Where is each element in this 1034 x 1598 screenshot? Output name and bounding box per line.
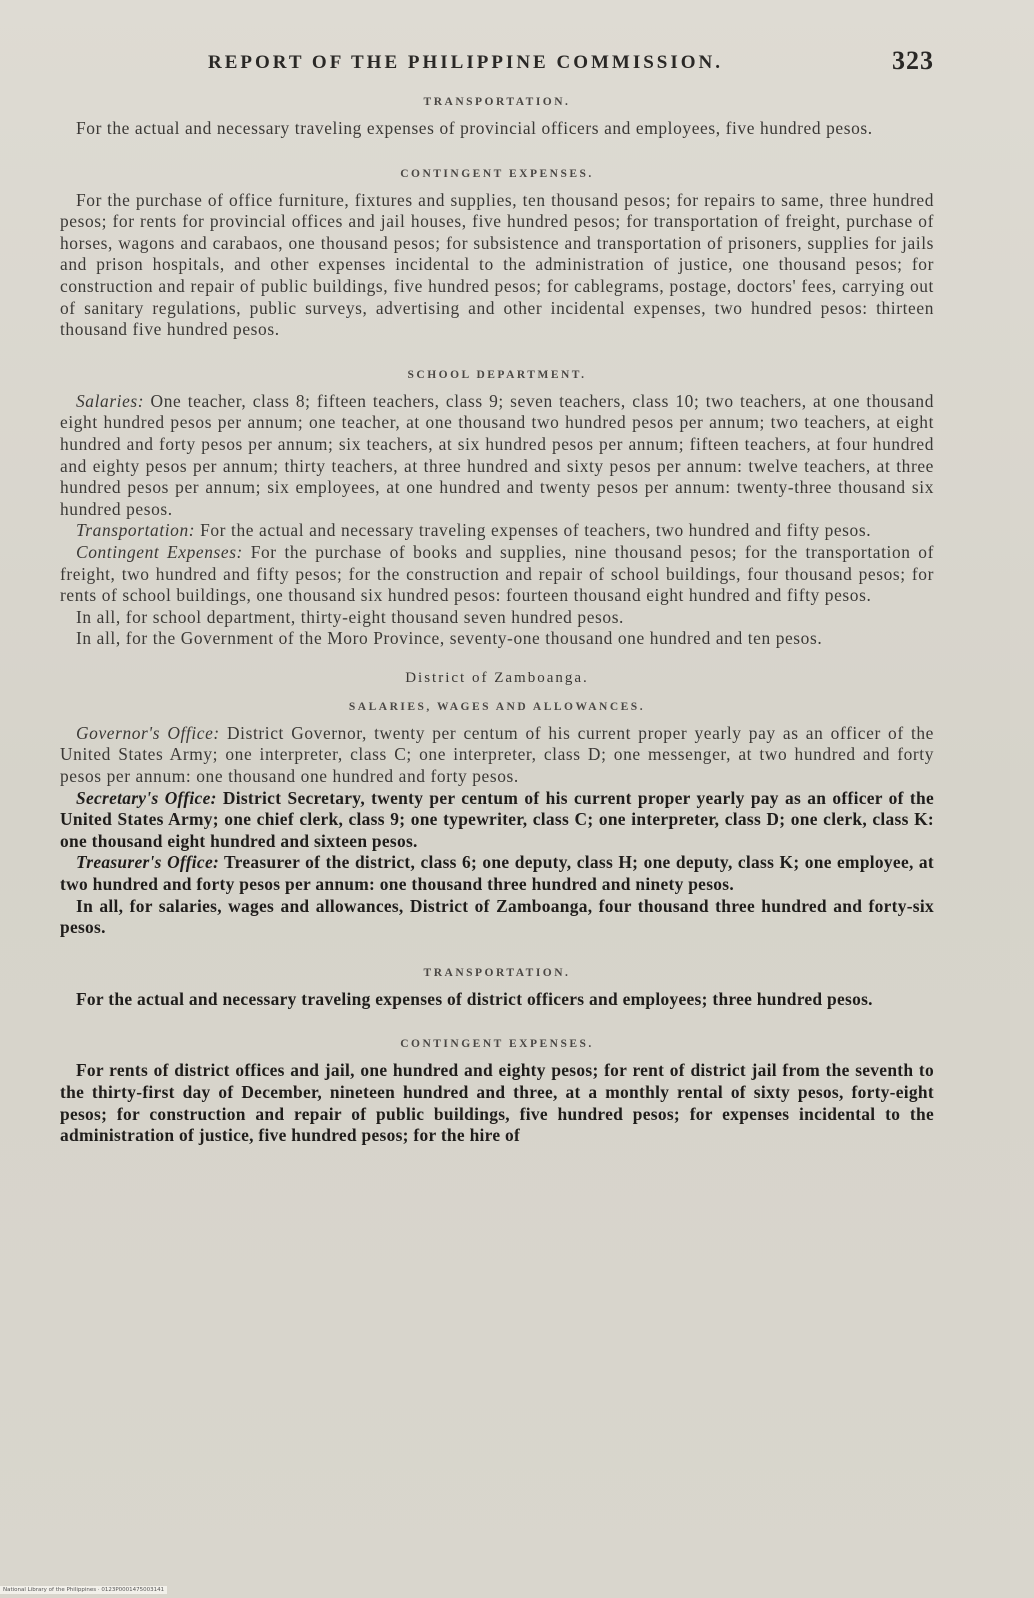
paragraph-district-transportation: For the actual and necessary traveling expenses of district officers and employees; three hundred pesos. [76, 988, 873, 1009]
paragraph-governors-office [60, 723, 934, 788]
text-transportation: For the actual and necessary traveling expenses of teachers, two hundred and fifty pesos. [195, 520, 872, 541]
spacer [60, 939, 934, 957]
page-number: 323 [892, 46, 934, 75]
section-heading-district-contingent: CONTINGENT EXPENSES. [400, 1038, 594, 1051]
paragraph-school-contingent [60, 542, 934, 607]
lead-treasurers-office: Treasurer's Office: [76, 852, 220, 873]
paragraph-transportation: For the actual and necessary traveling expenses of provincial officers and employees, five hundred pesos. [76, 118, 873, 138]
paragraph-district-contingent: For rents of district offices and jail, one hundred and eighty pesos; for rent of district jail from the seventh to the thirty-first day of December, nineteen hundred and three, at a monthly rental of sixty pesos, forty-eight pesos; for construction and repair of public buildings, five hundred pesos; for expenses incidental to the administration of justice, five hundred pesos; for the hire of [60, 1060, 934, 1146]
section-heading-school-department: SCHOOL DEPARTMENT. [407, 368, 587, 381]
text-contingent: For the purchase of books and supplies, nine thousand pesos; for the transportation of freight, two hundred and fifty pesos; for the construction and repair of school buildings, four thousand pesos; for rents of school buildings, one thousand six hundred pesos: fourteen thousand eight hundred and fifty pesos. [60, 541, 934, 606]
lead-transportation: Transportation: [76, 520, 196, 541]
lead-contingent: Contingent Expenses: [76, 541, 243, 562]
text-secretarys-office: District Secretary, twenty per centum of his current proper yearly pay as an officer of the United States Army; one chief clerk, class 9; one typewriter, class C; one interpreter, class D; one clerk, class K: one thousand eight hundred and sixteen pesos. [60, 787, 934, 851]
paragraph-treasurers-office [60, 852, 934, 895]
paragraph-moro-total: In all, for the Government of the Moro Province, seventy-one thousand one hundred and ten pesos. [76, 628, 823, 649]
spacer [60, 140, 934, 158]
section-heading-transportation: TRANSPORTATION. [423, 96, 571, 108]
paragraph-secretarys-office [60, 788, 934, 853]
text-treasurers-office: Treasurer of the district, class 6; one deputy, class H; one deputy, class K; one employee, at two hundred and forty pesos per annum: one thousand three hundred and ninety pesos. [60, 852, 935, 895]
text-governors-office: District Governor, twenty per centum of his current proper yearly pay as an officer of the United States Army; one interpreter, class C; one interpreter, class D; one messenger, at two hundred and forty pesos per annum: one thousand one hundred and forty pesos. [60, 722, 934, 787]
section-heading-district-transportation: TRANSPORTATION. [423, 966, 571, 979]
text-salaries: One teacher, class 8; fifteen teachers, class 9; seven teachers, class 10; two teachers, at one thousand eight hundred pesos per annum; one teacher, at one thousand two hundred pesos per annum; two teachers, at eight hundred and forty pesos per annum; six teachers, at six hundred pesos per annum; fifteen teachers, at four hundred and eighty pesos per annum; thirty teachers, at three hundred and sixty pesos per annum: twelve teachers, at three hundred pesos per annum; six employees, at one hundred and twenty pesos per annum: twenty-three thousand six hundred pesos. [60, 390, 934, 519]
paragraph-school-total: In all, for school department, thirty-eight thousand seven hundred pesos. [76, 606, 625, 627]
section-heading-contingent-expenses: CONTINGENT EXPENSES. [400, 167, 594, 180]
spacer [60, 341, 934, 359]
paragraph-school-transportation [60, 520, 934, 542]
paragraph-contingent-expenses: For the purchase of office furniture, fixtures and supplies, ten thousand pesos; for repairs to same, three hundred pesos; for rents for provincial offices and jail houses, five hundred pesos; for transportation of freight, purchase of horses, wagons and carabaos, one thousand pesos; for subsistence and transportation of prisoners, supplies for jails and prison hospitals, and other expenses incidental to the administration of justice, one thousand pesos; for construction and repair of public buildings, five hundred pesos; for cablegrams, postage, doctors' fees, carrying out of sanitary regulations, public surveys, advertising and other incidental expenses, two hundred pesos: thirteen thousand five hundred pesos. [60, 189, 934, 340]
spacer [60, 1010, 934, 1028]
district-heading: District of Zamboanga. [405, 669, 589, 686]
lead-governors-office: Governor's Office: [76, 722, 220, 743]
library-stamp: National Library of the Philippines · 0123P0001475003141 [0, 1586, 167, 1594]
running-title: REPORT OF THE PHILIPPINE COMMISSION. [208, 52, 724, 73]
page-header [60, 46, 934, 86]
paragraph-school-salaries [60, 391, 934, 521]
lead-secretarys-office: Secretary's Office: [76, 787, 217, 808]
section-heading-salaries: SALARIES, WAGES AND ALLOWANCES. [348, 700, 646, 713]
lead-salaries: Salaries: [76, 390, 145, 411]
paragraph-zamboanga-salaries-total: In all, for salaries, wages and allowances, District of Zamboanga, four thousand three hundred and forty-six pesos. [60, 895, 934, 938]
